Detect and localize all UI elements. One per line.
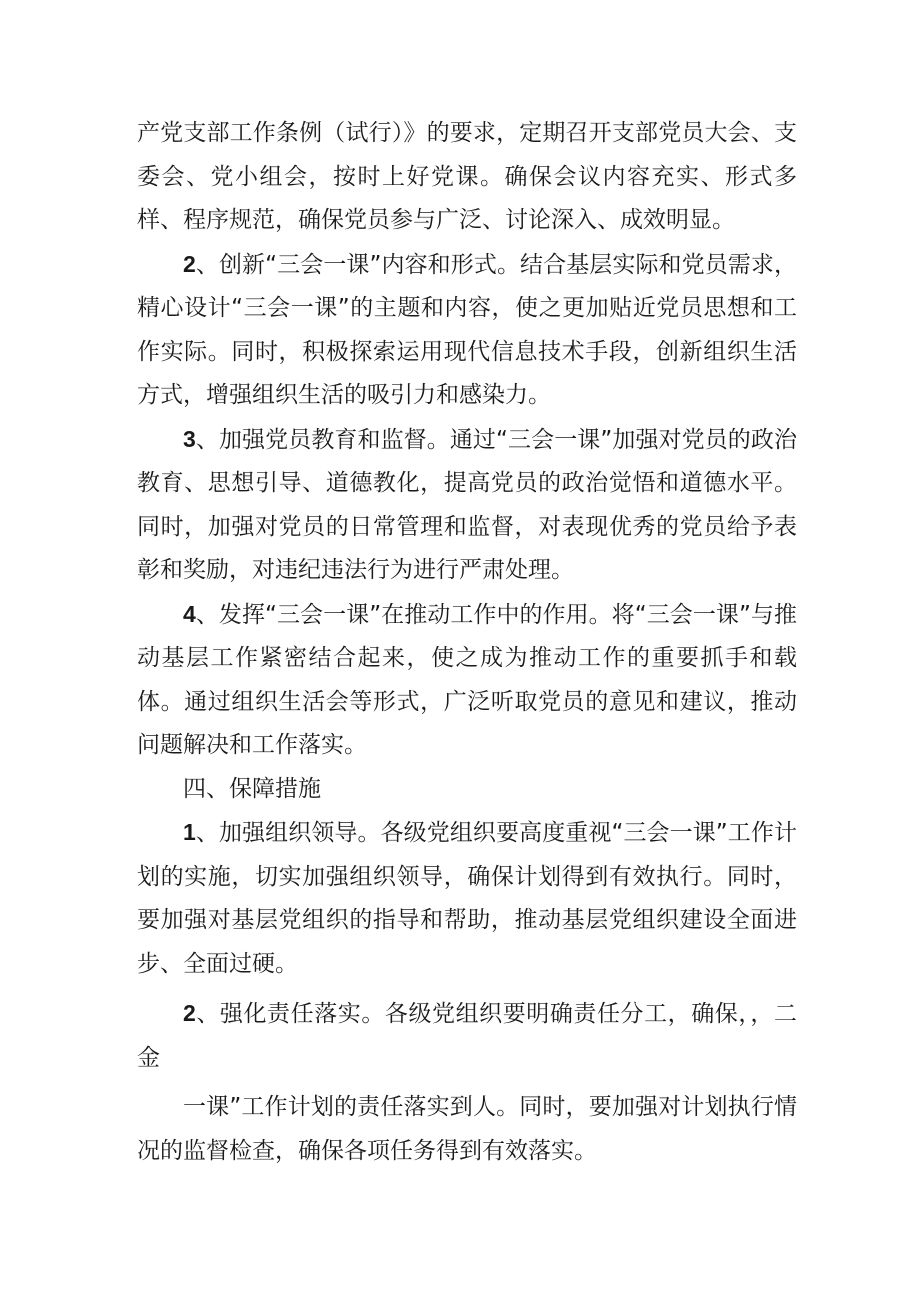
paragraph-item-2-innovate bbox=[137, 243, 797, 418]
paragraph-text: 、强化责任落实。各级党组织要明确责任分工，确保，，二金 bbox=[137, 1001, 797, 1071]
item-number: 3 bbox=[183, 425, 196, 452]
paragraph-responsibility-continued bbox=[137, 1086, 797, 1173]
section-heading-safeguards: 四、保障措施 bbox=[183, 775, 321, 802]
paragraph-item-2-responsibility bbox=[137, 992, 797, 1080]
document-body bbox=[137, 112, 797, 1173]
paragraph-text: 产党支部工作条例（试行）》的要求，定期召开支部党员大会、支委会、党小组会，按时上好党课。确保会议内容充实、形式多样、程序规范，确保党员参与广泛、讨论深入、成效明显。 bbox=[137, 120, 797, 233]
item-number: 2 bbox=[183, 1000, 196, 1026]
item-number: 2 bbox=[183, 250, 196, 277]
paragraph-text: 、加强党员教育和监督。通过“三会一课”加强对党员的政治教育、思想引导、道德教化，提高党员的政治觉悟和道德水平。同时，加强对党员的日常管理和监督，对表现优秀的党员给予表彰和奖励，对违纪违法行为进行严肃处理。 bbox=[137, 426, 797, 583]
item-number: 1 bbox=[183, 819, 196, 845]
paragraph-text: 一课”工作计划的责任落实到人。同时，要加强对计划执行情况的监督检查，确保各项任务得到有效落实。 bbox=[137, 1094, 797, 1164]
paragraph-text: 、加强组织领导。各级党组织要高度重视“三会一课”工作计划的实施，切实加强组织领导，确保计划得到有效执行。同时，要加强对基层党组织的指导和帮助，推动基层党组织建设全面进步、全面过硬。 bbox=[137, 820, 797, 977]
paragraph-text: 、发挥“三会一课”在推动工作中的作用。将“三会一课”与推动基层工作紧密结合起来，使之成为推动工作的重要抓手和载体。通过组织生活会等形式，广泛听取党员的意见和建议，推动问题解决和工作落实。 bbox=[137, 601, 797, 758]
paragraph-continuation bbox=[137, 112, 797, 243]
paragraph-item-1-leadership bbox=[137, 811, 797, 986]
paragraph-text: 、创新“三会一课”内容和形式。结合基层实际和党员需求，精心设计“三会一课”的主题和内容，使之更加贴近党员思想和工作实际。同时，积极探索运用现代信息技术手段，创新组织生活方式，增强组织生活的吸引力和感染力。 bbox=[137, 251, 797, 408]
paragraph-item-3-education bbox=[137, 418, 797, 593]
paragraph-item-4-role bbox=[137, 593, 797, 768]
item-number: 4 bbox=[183, 600, 196, 627]
